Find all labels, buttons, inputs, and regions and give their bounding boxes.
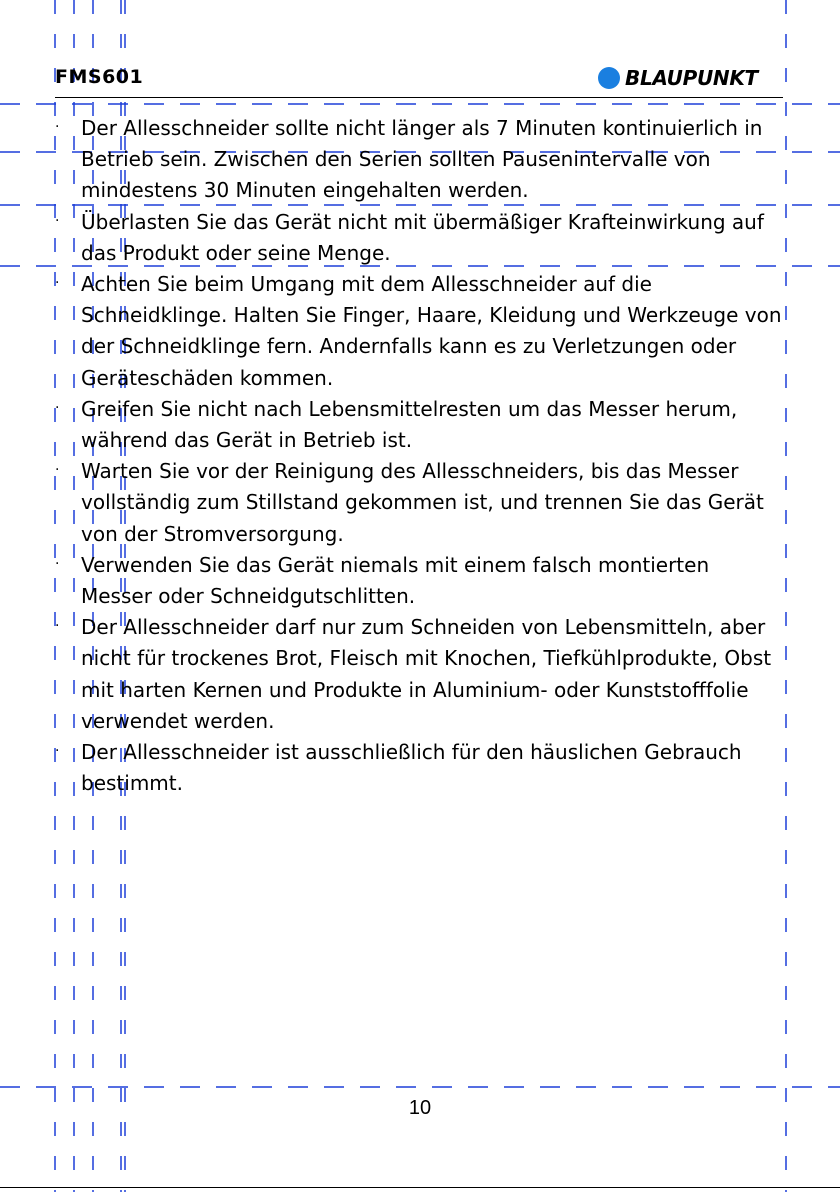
footer-divider xyxy=(0,1187,840,1188)
list-item-text: Achten Sie beim Umgang mit dem Allesschneider auf die Schneidklinge. Halten Sie Finger, Haare, Kleidung und Werkzeuge von der Schneidklinge fern. Andernfalls kann es zu Verletzungen oder Geräteschäden kommen. xyxy=(81,272,782,390)
list-item-text: Der Allesschneider ist ausschließlich für den häuslichen Gebrauch bestimmt. xyxy=(81,740,742,796)
header-divider xyxy=(55,97,783,98)
list-item xyxy=(55,612,785,737)
list-item xyxy=(55,456,785,550)
list-item-text: Der Allesschneider sollte nicht länger als 7 Minuten kontinuierlich in Betrieb sein. Zwischen den Serien sollten Pausenintervalle von mindestens 30 Minuten eingehalten werden. xyxy=(81,116,763,203)
list-item xyxy=(55,550,785,612)
list-item-text: Verwenden Sie das Gerät niemals mit einem falsch montierten Messer oder Schneidgutschlitten. xyxy=(81,552,710,609)
list-item xyxy=(55,394,785,456)
bullet-icon: · xyxy=(55,555,60,572)
bullet-icon: · xyxy=(55,212,60,229)
list-item-text: Warten Sie vor der Reinigung des Allesschneiders, bis das Messer vollständig zum Stillstand gekommen ist, und trennen Sie das Gerät von der Stromversorgung. xyxy=(81,459,764,546)
brand-dot-icon xyxy=(598,67,620,89)
list-item xyxy=(55,113,785,207)
safety-instructions-list xyxy=(55,113,785,799)
list-item xyxy=(55,737,785,799)
list-item xyxy=(55,269,785,394)
list-item-text: Überlasten Sie das Gerät nicht mit übermäßiger Krafteinwirkung auf das Produkt oder seine Menge. xyxy=(81,209,764,265)
model-number: FMS601 xyxy=(55,66,144,88)
bullet-icon: · xyxy=(55,743,60,760)
brand-name: BLAUPUNKT xyxy=(625,66,758,90)
page-number: 10 xyxy=(408,1097,432,1119)
bullet-icon: · xyxy=(55,119,60,135)
list-item xyxy=(55,207,785,269)
bullet-icon: · xyxy=(55,275,60,292)
bullet-icon: · xyxy=(55,399,60,416)
list-item-text: Greifen Sie nicht nach Lebensmittelresten um das Messer herum, während das Gerät in Betrieb ist. xyxy=(81,396,738,453)
list-item-text: Der Allesschneider darf nur zum Schneiden von Lebensmitteln, aber nicht für trockenes Brot, Fleisch mit Knochen, Tiefkühlprodukte, Obst mit harten Kernen und Produkte in Aluminium- oder Kunststofffolie verwendet werden. xyxy=(81,615,772,733)
brand-logo xyxy=(598,66,758,90)
bullet-icon: · xyxy=(55,462,60,479)
bullet-icon: · xyxy=(55,618,60,635)
